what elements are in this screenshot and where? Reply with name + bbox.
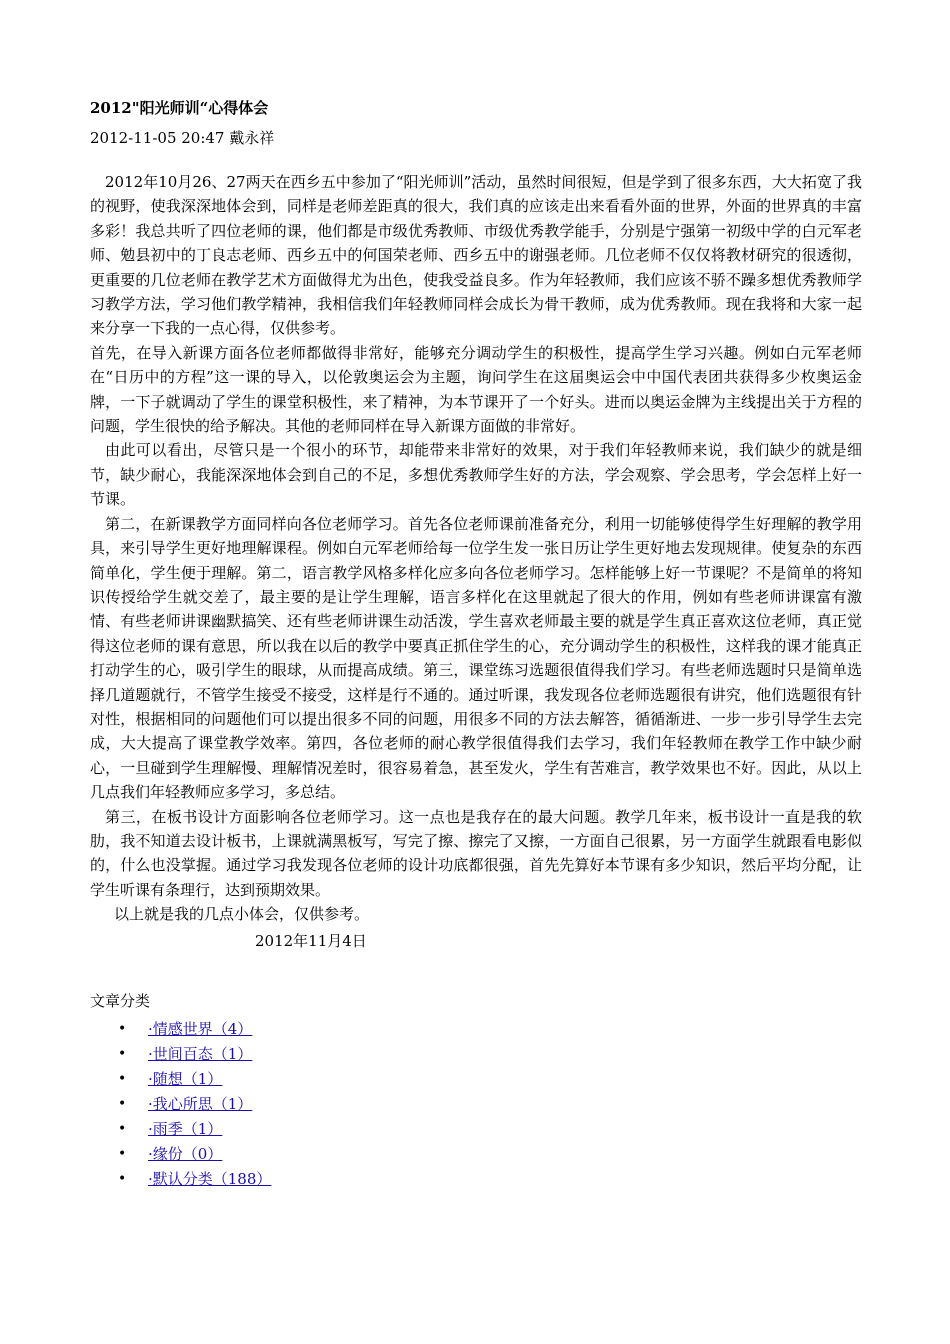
signature-date: 2012年11月4日	[255, 931, 367, 950]
category-link-mind[interactable]: ·我心所思（1）	[148, 1094, 253, 1113]
category-item	[90, 1092, 862, 1117]
bullet-icon: •	[118, 1070, 127, 1087]
article-meta: 2012-11-05 20:47 戴永祥	[90, 129, 275, 147]
bullet-icon: •	[118, 1120, 127, 1137]
category-item	[90, 1142, 862, 1167]
paragraph-reflection: 由此可以看出，尽管只是一个很小的环节，却能带来非常好的效果，对于我们年轻教师来说，我们缺少的就是细节，缺少耐心，我能深深地体会到自己的不足，多想优秀教师学生好的方法，学会观察、学会思考，学会怎样上好一节课。	[90, 441, 862, 509]
paragraph-third-point: 第三，在板书设计方面影响各位老师学习。这一点也是我存在的最大问题。教学几年来，板书设计一直是我的软肋，我不知道去设计板书，上课就满黑板写，写完了擦、擦完了又擦，一方面自己很累，另一方面学生就跟看电影似的，什么也没掌握。通过学习我发现各位老师的设计功底都很强，首先先算好本节课有多少知识，然后平均分配，让学生听课有条理行，达到预期效果。	[90, 807, 862, 899]
category-link-thoughts[interactable]: ·随想（1）	[148, 1069, 223, 1088]
bullet-icon: •	[118, 1020, 127, 1037]
category-item	[90, 1042, 862, 1067]
paragraph-second-point: 第二，在新课教学方面同样向各位老师学习。首先各位老师课前准备充分，利用一切能够使得学生好理解的教学用具，来引导学生更好地理解课程。例如白元军老师给每一位学生发一张日历让学生更好地去发现规律。使复杂的东西简单化，学生便于理解。第二，语言教学风格多样化应多向各位老师学习。怎样能够上好一节课呢？不是简单的将知识传授给学生就交差了，最主要的是让学生理解，语言多样化在这里就起了很大的作用，例如有些老师讲课富有激情、有些老师讲课幽默搞笑、还有些老师讲课生动活泼，学生喜欢老师最主要的就是学生真正喜欢这位老师，真正觉得这位老师的课有意思，所以我在以后的教学中要真正抓住学生的心，充分调动学生的积极性，这样我的课才能真正打动学生的心，吸引学生的眼球，从而提高成绩。第三，课堂练习选题很值得我们学习。有些老师选题时只是简单选择几道题就行，不管学生接受不接受，这样是行不通的。通过听课，我发现各位老师选题很有讲究，他们选题很有针对性，根据相同的问题他们可以提出很多不同的问题，用很多不同的方法去解答，循循渐进、一步一步引导学生去完成，大大提高了课堂教学效率。第四，各位老师的耐心教学很值得我们去学习，我们年轻教师在教学工作中缺少耐心，一旦碰到学生理解慢、理解情况差时，很容易着急，甚至发火，学生有苦难言，教学效果也不好。因此，从以上几点我们年轻教师应多学习，多总结。	[90, 514, 862, 802]
category-link-fate[interactable]: ·缘份（0）	[148, 1144, 223, 1163]
paragraph-closing: 以上就是我的几点小体会，仅供参考。	[114, 905, 370, 924]
category-link-emotion[interactable]: ·情感世界（4）	[148, 1019, 253, 1038]
category-link-world[interactable]: ·世间百态（1）	[148, 1044, 253, 1063]
bullet-icon: •	[118, 1145, 127, 1162]
paragraph-first-point: 首先，在导入新课方面各位老师都做得非常好，能够充分调动学生的积极性，提高学生学习兴趣。例如白元军老师在“日历中的方程”这一课的导入，以伦敦奥运会为主题，询问学生在这届奥运会中中国代表团共获得多少枚奥运金牌，一下子就调动了学生的课堂积极性，来了精神，为本节课开了一个好头。进而以奥运金牌为主线提出关于方程的问题，学生很快的给予解决。其他的老师同样在导入新课方面做的非常好。	[90, 343, 862, 436]
article-page	[90, 96, 862, 1192]
category-item	[90, 1067, 862, 1092]
article-body	[90, 170, 862, 927]
category-item	[90, 1017, 862, 1042]
category-heading: 文章分类	[90, 991, 151, 1010]
bullet-icon: •	[118, 1045, 127, 1062]
category-item	[90, 1167, 862, 1192]
paragraph-intro: 2012年10月26、27两天在西乡五中参加了“阳光师训”活动，虽然时间很短，但是学到了很多东西，大大拓宽了我的视野，使我深深地体会到，同样是老师差距真的很大，我们真的应该走出来看看外面的世界，外面的世界真的丰富多彩！我总共听了四位老师的课，他们都是市级优秀教师、市级优秀教学能手，分别是宁强第一初级中学的白元军老师、勉县初中的丁良志老师、西乡五中的何国荣老师、西乡五中的谢强老师。几位老师不仅仅将教材研究的很透彻，更重要的几位老师在教学艺术方面做得尤为出色，使我受益良多。作为年轻教师，我们应该不骄不躁多想优秀教师学习教学方法，学习他们教学精神，我相信我们年轻教师同样会成长为骨干教师，成为优秀教师。现在我将和大家一起来分享一下我的一点心得，仅供参考。	[90, 173, 862, 338]
category-item	[90, 1117, 862, 1142]
category-list	[90, 1017, 862, 1192]
bullet-icon: •	[118, 1170, 127, 1187]
category-link-rainy-season[interactable]: ·雨季（1）	[148, 1119, 223, 1138]
category-link-default[interactable]: ·默认分类（188）	[148, 1169, 272, 1188]
article-title: 2012"阳光师训“心得体会	[90, 99, 269, 117]
bullet-icon: •	[118, 1095, 127, 1112]
